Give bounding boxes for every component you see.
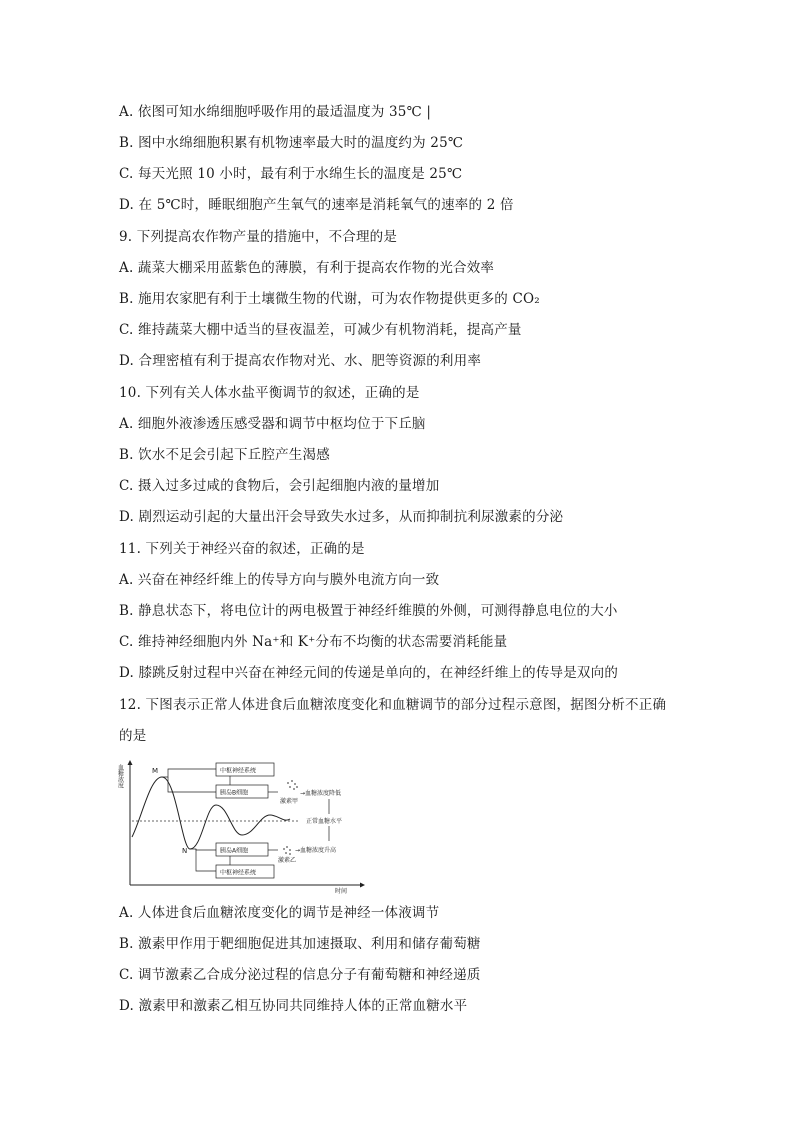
q10-option-b: B. 饮水不足会引起下丘腔产生渴感 (119, 447, 330, 463)
point-m-label: M (152, 767, 159, 775)
q9-option-d: D. 合理密植有利于提高农作物对光、水、肥等资源的利用率 (119, 353, 482, 369)
q9-option-a: A. 蔬菜大棚采用蓝紫色的薄膜，有利于提高农作物的光合效率 (119, 260, 495, 276)
q10-option-a: A. 细胞外液渗透压感受器和调节中枢均位于下丘脑 (119, 416, 426, 432)
x-axis-arrow (360, 883, 365, 888)
q10-option-c: C. 摄入过多过咸的食物后，会引起细胞内液的量增加 (119, 478, 440, 494)
connector-n-cns (196, 849, 216, 871)
q9-option-c: C. 维持蔬菜大棚中适当的昼夜温差，可减少有机物消耗，提高产量 (119, 322, 522, 338)
blood-glucose-diagram (116, 757, 365, 895)
q9-option-b: B. 施用农家肥有利于土壤微生物的代谢，可为农作物提供更多的 CO₂ (119, 291, 540, 307)
q11-option-a: A. 兴奋在神经纤维上的传导方向与膜外电流方向一致 (119, 572, 440, 588)
hormone-b-label: 激素乙 (278, 857, 297, 864)
y-axis-label: 血糖浓度 (116, 764, 124, 788)
box-cns-top-label: 中枢神经系统 (220, 767, 257, 775)
box-beta-label: 胰岛B细胞 (220, 789, 249, 797)
x-axis-label: 时间 (335, 888, 348, 895)
q12-option-c: C. 调节激素乙合成分泌过程的信息分子有葡萄糖和神经递质 (119, 967, 481, 983)
q12-option-d: D. 激素甲和激素乙相互协同共同维持人体的正常血糖水平 (119, 998, 468, 1014)
q8-option-b: B. 图中水绵细胞积累有机物速率最大时的温度约为 25℃ (119, 135, 464, 151)
hormone-b-dots (283, 846, 291, 855)
connector-m-cns (162, 769, 216, 777)
q8-option-d: D. 在 5℃时，睡眠细胞产生氧气的速率是消耗氧气的速率的 2 倍 (119, 197, 514, 213)
connector-m-beta (168, 777, 216, 792)
q12-stem-line2: 的是 (119, 728, 147, 744)
q11-option-c: C. 维持神经细胞内外 Na⁺和 K⁺分布不均衡的状态需要消耗能量 (119, 634, 508, 650)
q12-option-a: A. 人体进食后血糖浓度变化的调节是神经一体液调节 (119, 905, 440, 921)
result-up-label: →血糖浓度升高 (295, 847, 337, 854)
q8-option-c: C. 每天光照 10 小时，最有利于水绵生长的温度是 25℃ (119, 166, 463, 182)
y-axis-arrow (128, 760, 133, 765)
q10-stem: 10. 下列有关人体水盐平衡调节的叙述，正确的是 (119, 385, 420, 401)
normal-level-label: 正常血糖水平 (306, 818, 343, 825)
q9-stem: 9. 下列提高农作物产量的措施中，不合理的是 (119, 229, 398, 245)
connector-n-alpha (190, 849, 216, 850)
hormone-a-label: 激素甲 (280, 798, 299, 805)
q12-stem-line1: 12. 下图表示正常人体进食后血糖浓度变化和血糖调节的部分过程示意图，据图分析不正确 (119, 697, 667, 713)
q8-option-a: A. 依图可知水绵细胞呼吸作用的最适温度为 35℃ | (119, 104, 432, 120)
q11-stem: 11. 下列关于神经兴奋的叙述，正确的是 (119, 541, 365, 557)
result-down-label: →血糖浓度降低 (300, 790, 342, 797)
q10-option-d: D. 剧烈运动引起的大量出汗会导致失水过多，从而抑制抗利尿激素的分泌 (119, 509, 564, 525)
q11-option-d: D. 膝跳反射过程中兴奋在神经元间的传递是单向的，在神经纤维上的传导是双向的 (119, 665, 619, 681)
box-alpha-label: 胰岛A细胞 (220, 847, 249, 855)
q12-option-b: B. 激素甲作用于靶细胞促进其加速摄取、利用和储存葡萄糖 (119, 936, 481, 952)
point-n-label: N (182, 847, 188, 855)
box-cns-bottom-label: 中枢神经系统 (220, 869, 257, 877)
q11-option-b: B. 静息状态下，将电位计的两电极置于神经纤维膜的外侧，可测得静息电位的大小 (119, 603, 618, 619)
hormone-a-dots (287, 780, 298, 790)
